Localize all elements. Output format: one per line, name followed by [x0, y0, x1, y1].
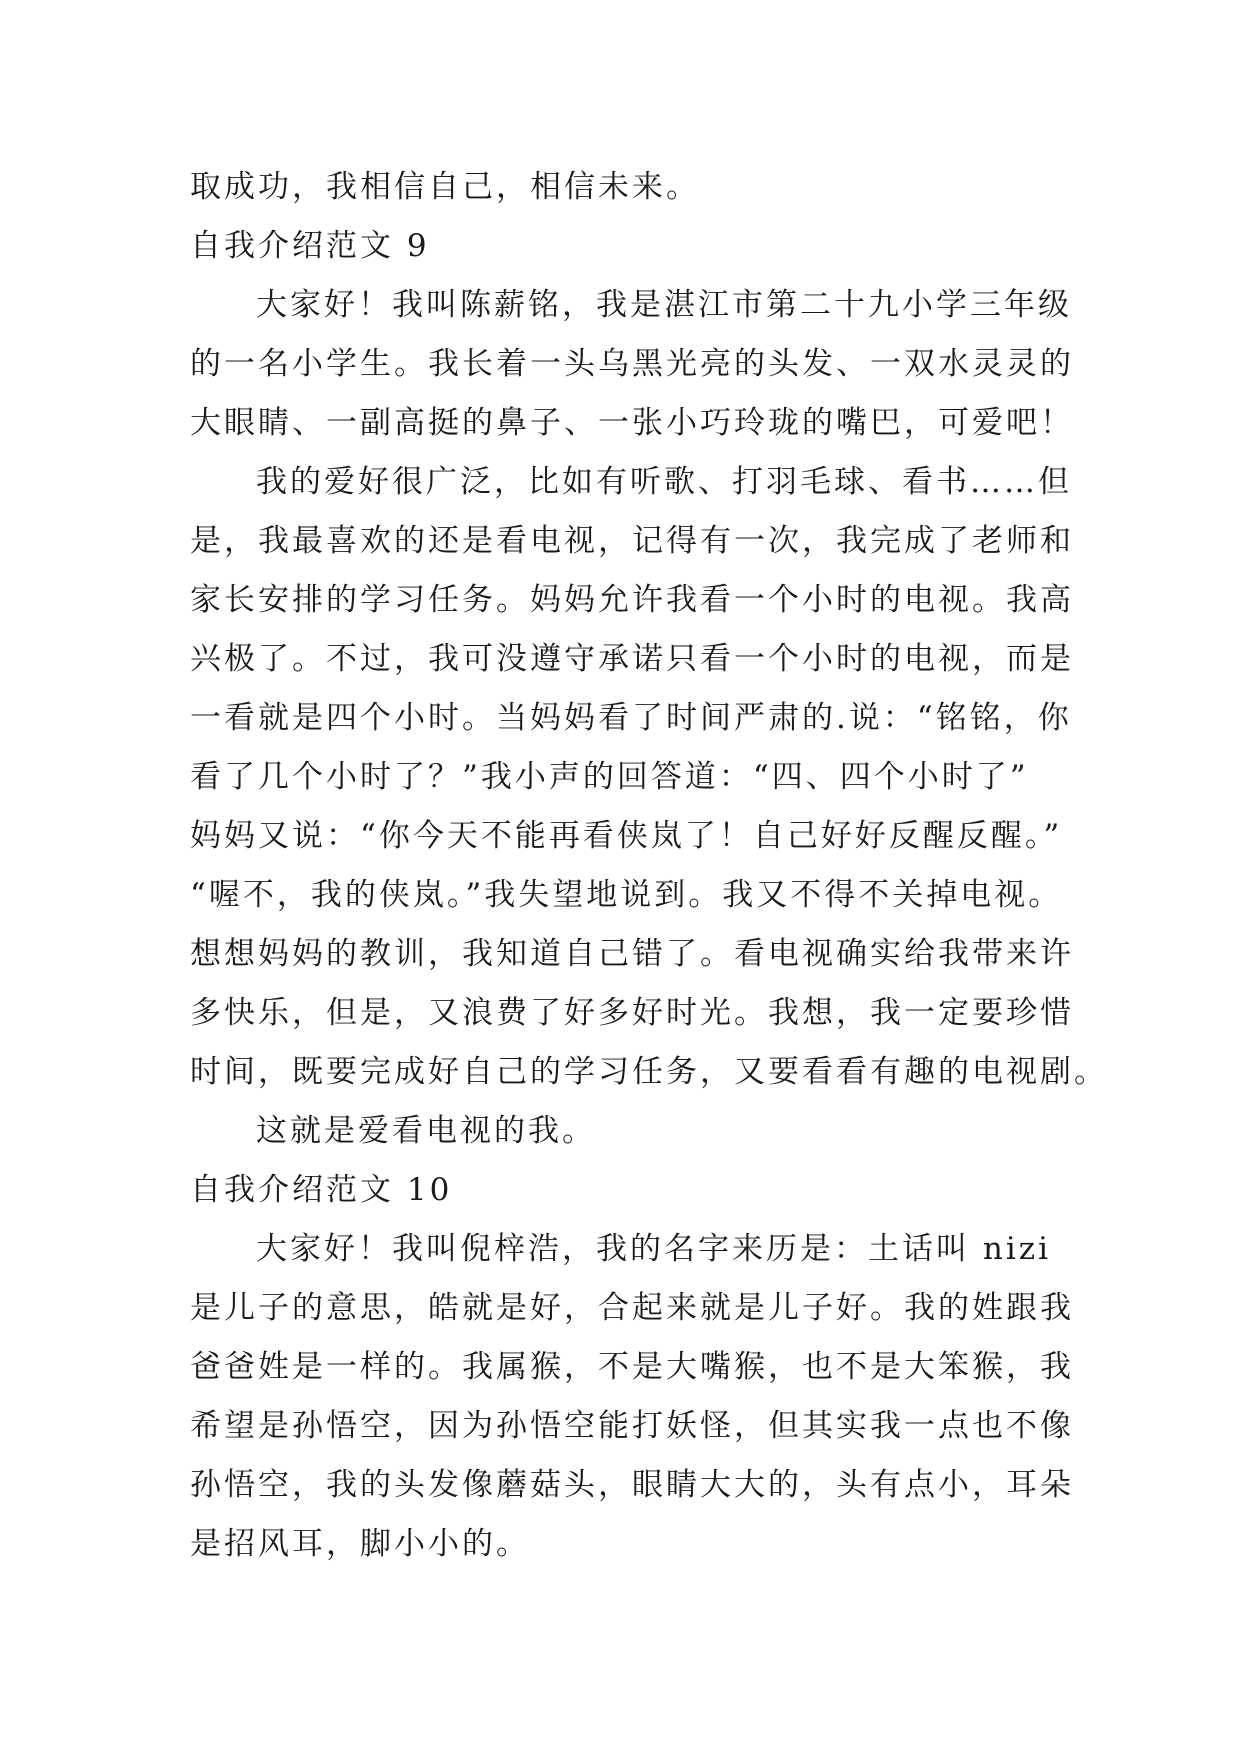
- document-page: [190, 158, 1108, 1574]
- section-heading: 自我介绍范文 10: [190, 1172, 453, 1208]
- text-line: 孙悟空，我的头发像蘑菇头，眼睛大大的，头有点小，耳朵: [190, 1467, 1074, 1503]
- text-line: 是招风耳，脚小小的。: [190, 1526, 530, 1562]
- text-line: 是儿子的意思，皓就是好，合起来就是儿子好。我的姓跟我: [190, 1290, 1074, 1326]
- paragraph-first-line: 大家好！我叫陈薪铭，我是湛江市第二十九小学三年级: [256, 287, 1072, 323]
- text-line: 兴极了。不过，我可没遵守承诺只看一个小时的电视，而是: [190, 641, 1074, 677]
- text-line: 想想妈妈的教训，我知道自己错了。看电视确实给我带来许: [190, 936, 1074, 972]
- text-line: 看了几个小时了？”我小声的回答道：“四、四个小时了”: [190, 759, 1029, 795]
- text-line: 时间，既要完成好自己的学习任务，又要看看有趣的电视剧。: [190, 1054, 1108, 1090]
- paragraph-first-line: 这就是爱看电视的我。: [256, 1113, 596, 1149]
- text-line: 的一名小学生。我长着一头乌黑光亮的头发、一双水灵灵的: [190, 346, 1074, 382]
- text-line: 妈妈又说：“你今天不能再看侠岚了！自己好好反醒反醒。”: [190, 818, 1063, 854]
- text-line: 是，我最喜欢的还是看电视，记得有一次，我完成了老师和: [190, 523, 1074, 559]
- paragraph-first-line: 我的爱好很广泛，比如有听歌、打羽毛球、看书……但: [256, 464, 1072, 500]
- section-heading: 自我介绍范文 9: [190, 228, 430, 264]
- text-line: 爸爸姓是一样的。我属猴，不是大嘴猴，也不是大笨猴，我: [190, 1349, 1074, 1385]
- text-line: 大眼睛、一副高挺的鼻子、一张小巧玲珑的嘴巴，可爱吧！: [190, 405, 1074, 441]
- text-line: 多快乐，但是，又浪费了好多好时光。我想，我一定要珍惜: [190, 995, 1074, 1031]
- text-line: 取成功，我相信自己，相信未来。: [190, 169, 700, 205]
- text-line: 希望是孙悟空，因为孙悟空能打妖怪，但其实我一点也不像: [190, 1408, 1074, 1444]
- text-line: 家长安排的学习任务。妈妈允许我看一个小时的电视。我高: [190, 582, 1074, 618]
- paragraph-first-line: 大家好！我叫倪梓浩，我的名字来历是：土话叫 nizi: [256, 1231, 1051, 1267]
- text-line: “喔不，我的侠岚。”我失望地说到。我又不得不关掉电视。: [190, 877, 1063, 913]
- text-line: 一看就是四个小时。当妈妈看了时间严肃的.说：“铭铭，你: [190, 700, 1072, 736]
